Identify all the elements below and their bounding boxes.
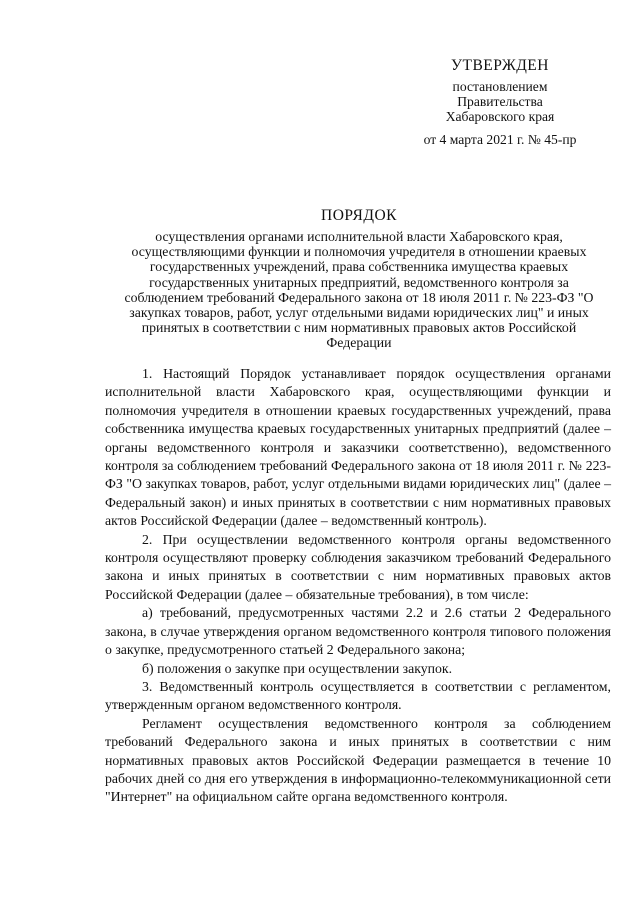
paragraph: б) положения о закупке при осуществлении закупок. [142, 660, 453, 676]
paragraph: 2. При осуществлении ведомственного контроля органы ведомственного контроля осуществляют проверку соблюдения заказчиком требований Федерального закона и иных принятых в соответствии с ним нормативных правовых актов Российской Федерации (далее – обязательные требования), в том числе: [105, 531, 611, 602]
document-title: ПОРЯДОК [321, 207, 397, 224]
approval-title: УТВЕРЖДЕН [451, 57, 549, 74]
document-body [105, 365, 611, 807]
paragraph: 3. Ведомственный контроль осуществляется в соответствии с регламентом, утвержденным органом ведомственного контроля. [105, 678, 611, 713]
approval-block [380, 58, 620, 147]
approval-date: от 4 марта 2021 г. № 45-пр [423, 132, 577, 147]
document-subtitle: осуществления органами исполнительной власти Хабаровского края, осуществляющими функции и полномочия учредителя в отношении краевых государственных учреждений, права собственника имущества краевых государственных унитарных предприятий, ведомственного контроля за соблюдением требований Федерального закона от 18 июля 2011 г. № 223-ФЗ "О закупках товаров, работ, услуг отдельными видами юридических лиц" и иных принятых в соответствии с ним нормативных правовых актов Российской Федерации [124, 229, 594, 351]
approval-line: постановлением [452, 79, 548, 94]
paragraph: Регламент осуществления ведомственного контроля за соблюдением требований Федерального закона и иных принятых в соответствии с ним нормативных правовых актов Российской Федерации размещается в течение 10 рабочих дней со дня его утверждения в информационно-телекоммуникационной сети "Интернет" на официальном сайте органа ведомственного контроля. [105, 715, 611, 805]
approval-line: Правительства [457, 94, 543, 109]
approval-line: Хабаровского края [445, 109, 555, 124]
paragraph: а) требований, предусмотренных частями 2.2 и 2.6 статьи 2 Федерального закона, в случае утверждения органом ведомственного контроля типового положения о закупке, предусмотренного статьей 2 Федерального закона; [105, 605, 611, 658]
paragraph: 1. Настоящий Порядок устанавливает порядок осуществления органами исполнительной власти Хабаровского края, осуществляющими функции и полномочия учредителя в отношении краевых государственных учреждений, права собственника имущества краевых государственных унитарных предприятий (далее – органы ведомственного контроля и заказчики соответственно), ведомственного контроля за соблюдением требований Федерального закона от 18 июля 2011 г. № 223-ФЗ "О закупках товаров, работ, услуг отдельными видами юридических лиц" (далее – Федеральный закон) и иных принятых в соответствии с ним нормативных правовых актов Российской Федерации (далее – ведомственный контроль). [105, 366, 611, 529]
